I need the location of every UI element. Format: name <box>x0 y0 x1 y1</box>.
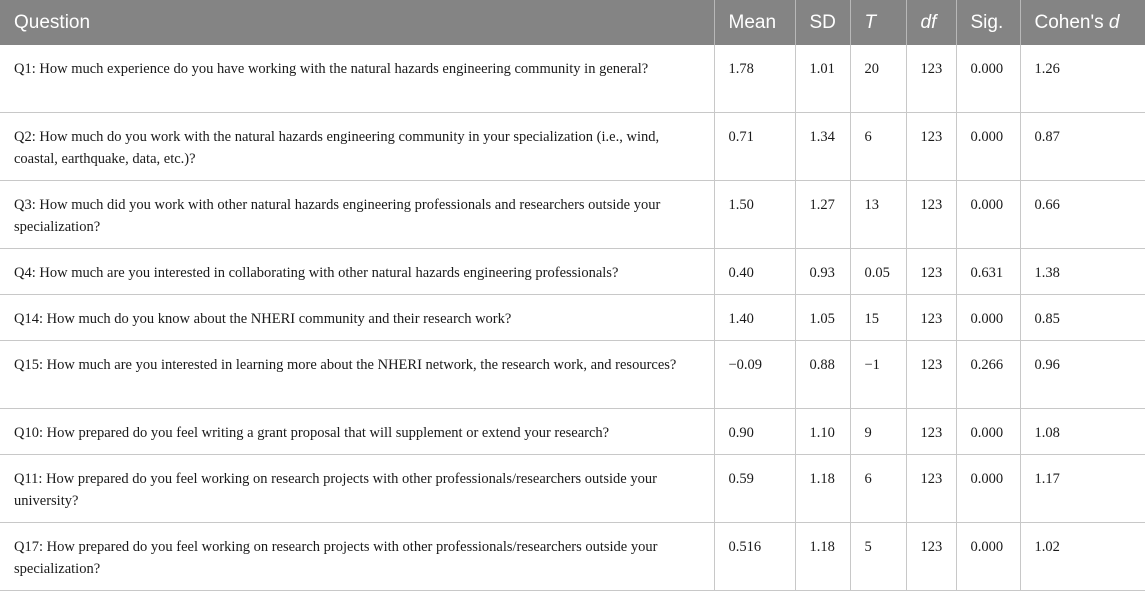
header-sd: SD <box>795 0 850 45</box>
cell-sig: 0.000 <box>956 295 1020 341</box>
cell-cohens-d: 1.08 <box>1020 408 1145 454</box>
cell-cohens-d: 0.85 <box>1020 295 1145 341</box>
cell-cohens-d: 1.17 <box>1020 454 1145 522</box>
cell-t: 5 <box>850 522 906 590</box>
cell-mean: −0.09 <box>714 341 795 409</box>
cell-cohens-d: 1.38 <box>1020 249 1145 295</box>
cell-question: Q4: How much are you interested in collaborating with other natural hazards engineering professionals? <box>0 249 714 295</box>
cell-df: 123 <box>906 408 956 454</box>
cell-mean: 1.50 <box>714 181 795 249</box>
cell-t: 15 <box>850 295 906 341</box>
table-row <box>0 522 1145 590</box>
table-row <box>0 295 1145 341</box>
cell-cohens-d: 0.87 <box>1020 113 1145 181</box>
cell-cohens-d: 0.96 <box>1020 341 1145 409</box>
cell-df: 123 <box>906 341 956 409</box>
cell-sig: 0.000 <box>956 45 1020 113</box>
cell-df: 123 <box>906 295 956 341</box>
cell-sd: 1.18 <box>795 454 850 522</box>
header-cohens-d-symbol: d <box>1108 11 1120 33</box>
cell-t: 0.05 <box>850 249 906 295</box>
cell-sd: 1.01 <box>795 45 850 113</box>
cell-question: Q3: How much did you work with other natural hazards engineering professionals and researchers outside your specialization? <box>0 181 714 249</box>
header-sig: Sig. <box>956 0 1020 45</box>
cell-t: 13 <box>850 181 906 249</box>
cell-sig: 0.000 <box>956 408 1020 454</box>
cell-mean: 0.90 <box>714 408 795 454</box>
cell-mean: 0.59 <box>714 454 795 522</box>
cell-df: 123 <box>906 45 956 113</box>
cell-t: 20 <box>850 45 906 113</box>
cell-question: Q1: How much experience do you have working with the natural hazards engineering community in general? <box>0 45 714 113</box>
cell-df: 123 <box>906 181 956 249</box>
table-row <box>0 408 1145 454</box>
header-df: df <box>906 0 956 45</box>
cell-question: Q10: How prepared do you feel writing a grant proposal that will supplement or extend your research? <box>0 408 714 454</box>
cell-sd: 0.93 <box>795 249 850 295</box>
cell-cohens-d: 1.02 <box>1020 522 1145 590</box>
cell-t: 6 <box>850 454 906 522</box>
cell-sig: 0.631 <box>956 249 1020 295</box>
cell-question: Q11: How prepared do you feel working on research projects with other professionals/researchers outside your university? <box>0 454 714 522</box>
cell-sd: 0.88 <box>795 341 850 409</box>
cell-mean: 0.40 <box>714 249 795 295</box>
table-row <box>0 341 1145 409</box>
header-question: Question <box>0 0 714 45</box>
cell-sd: 1.10 <box>795 408 850 454</box>
cell-mean: 0.516 <box>714 522 795 590</box>
cell-df: 123 <box>906 249 956 295</box>
cell-mean: 1.40 <box>714 295 795 341</box>
cell-mean: 0.71 <box>714 113 795 181</box>
table-row <box>0 181 1145 249</box>
table-row <box>0 113 1145 181</box>
cell-df: 123 <box>906 522 956 590</box>
cell-sd: 1.05 <box>795 295 850 341</box>
header-cohens-prefix: Cohen's <box>1034 11 1109 33</box>
table-row <box>0 454 1145 522</box>
cell-question: Q15: How much are you interested in learning more about the NHERI network, the research work, and resources? <box>0 341 714 409</box>
cell-question: Q14: How much do you know about the NHERI community and their research work? <box>0 295 714 341</box>
cell-sig: 0.266 <box>956 341 1020 409</box>
cell-mean: 1.78 <box>714 45 795 113</box>
cell-sd: 1.18 <box>795 522 850 590</box>
header-row <box>0 0 1145 45</box>
cell-sig: 0.000 <box>956 181 1020 249</box>
cell-sig: 0.000 <box>956 454 1020 522</box>
table-row <box>0 249 1145 295</box>
cell-t: 9 <box>850 408 906 454</box>
cell-question: Q2: How much do you work with the natural hazards engineering community in your specialization (i.e., wind, coastal, earthquake, data, etc.)? <box>0 113 714 181</box>
header-cohens-d <box>1020 0 1145 45</box>
header-mean: Mean <box>714 0 795 45</box>
cell-t: −1 <box>850 341 906 409</box>
table-row <box>0 45 1145 113</box>
cell-cohens-d: 1.26 <box>1020 45 1145 113</box>
cell-df: 123 <box>906 113 956 181</box>
cell-df: 123 <box>906 454 956 522</box>
cell-sd: 1.27 <box>795 181 850 249</box>
cell-sig: 0.000 <box>956 113 1020 181</box>
header-t: T <box>850 0 906 45</box>
cell-question: Q17: How prepared do you feel working on research projects with other professionals/researchers outside your specialization? <box>0 522 714 590</box>
cell-sd: 1.34 <box>795 113 850 181</box>
cell-t: 6 <box>850 113 906 181</box>
cell-sig: 0.000 <box>956 522 1020 590</box>
cell-cohens-d: 0.66 <box>1020 181 1145 249</box>
